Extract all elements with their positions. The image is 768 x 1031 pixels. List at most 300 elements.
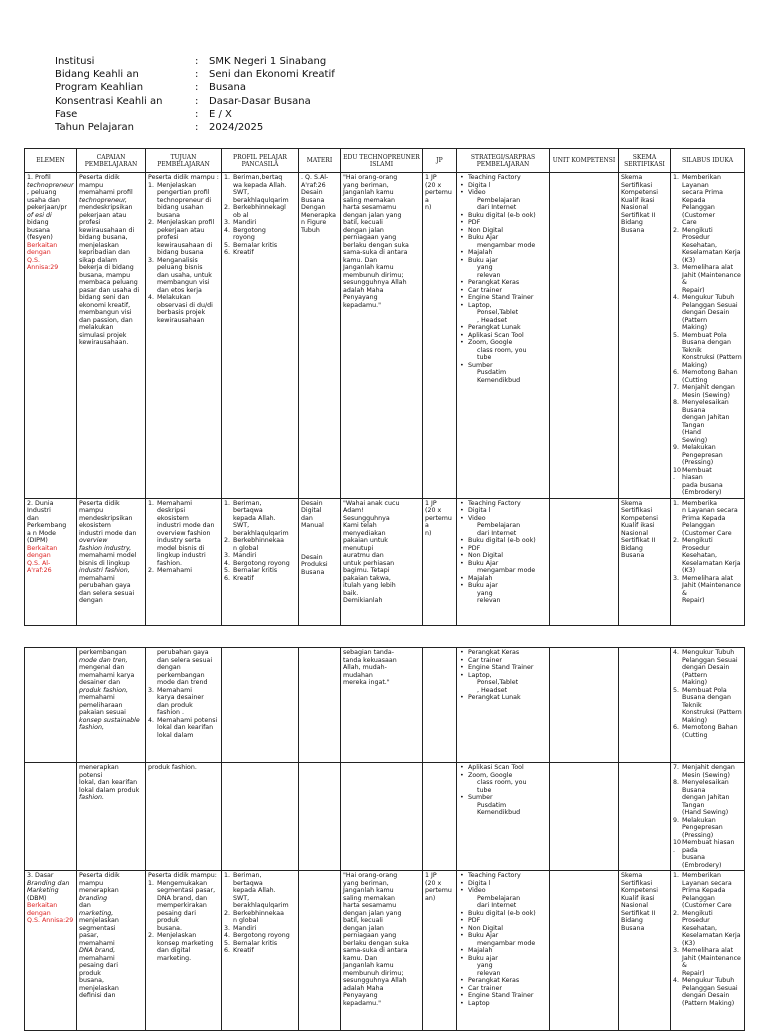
- edu-line: Janganlah kamu: [343, 189, 394, 196]
- skema-line: Skema: [621, 174, 643, 181]
- jp-cell: [423, 498, 457, 625]
- capaian-line: busana,: [79, 977, 104, 984]
- skema-line: Kompetensi: [621, 189, 659, 196]
- item-number: 1.: [148, 499, 155, 507]
- edu-line: berlaku dengan suka: [343, 241, 409, 249]
- strategi-item: • Video: [459, 515, 547, 523]
- edu-line: sama-suka di antara: [343, 947, 408, 954]
- header-separator: :: [195, 56, 199, 67]
- capaian-line: membangun visi: [79, 309, 132, 316]
- strategi-item: • Laptop,: [459, 672, 547, 680]
- tujuan-item: [148, 649, 219, 687]
- item-line: Memberika: [682, 499, 718, 507]
- item-line: Jahit (Maintenance &: [682, 954, 741, 969]
- item-line: dan etos kerja: [157, 286, 202, 294]
- item-line: Pelanggan: [682, 522, 715, 529]
- capaian-line: dan passion, dan: [79, 316, 133, 324]
- column-header: TUJUAN PEMBELAJARAN: [146, 149, 222, 173]
- item-line: (K3): [682, 939, 696, 947]
- edu-line: batil, kecuali: [343, 917, 383, 924]
- item-number: 3.: [673, 264, 680, 271]
- strategi-item: • Car trainer: [459, 985, 547, 993]
- edu-line: harta sesamamu: [343, 902, 397, 909]
- item-line: Membuat hiasan: [682, 839, 735, 846]
- item-number: 5.: [224, 939, 231, 947]
- profil-cell: [222, 498, 299, 625]
- item-number: 1.: [224, 174, 231, 181]
- edu-line: menutupi: [343, 544, 374, 552]
- capaian-line: Peserta didik: [79, 174, 120, 181]
- skema-line: Bidang Busana: [621, 544, 645, 559]
- item-line: Kreatif: [233, 249, 254, 256]
- silabus-item: [673, 537, 742, 575]
- item-line: Making): [682, 324, 708, 331]
- skema-line: Bidang Busana: [621, 917, 645, 932]
- item-line: Kreatif: [233, 574, 254, 582]
- strategi-item: • Non Digital: [459, 552, 547, 560]
- item-line: pada busana (Embrodery): [682, 481, 723, 496]
- item-line: Mengikuti Prosedur: [682, 909, 713, 924]
- item-line: overview fashion: [157, 529, 211, 537]
- elemen-ayat: dengan: [27, 909, 51, 917]
- materi-line: Desain: [301, 553, 323, 561]
- item-line: Keselamatan Kerja: [682, 559, 741, 567]
- item-line: bidang usahan: [157, 204, 204, 211]
- item-line: busana: [157, 211, 180, 219]
- capaian-line: kewirausahaan.: [79, 339, 129, 346]
- item-line: model bisnis di: [157, 544, 205, 552]
- tujuan-item: [148, 294, 219, 324]
- elemen-line: Marketing: [27, 887, 59, 894]
- item-number: 9.: [673, 816, 680, 824]
- item-line: dengan Jahitan Tangan: [682, 414, 730, 429]
- profil-item: [224, 500, 296, 538]
- item-number: 2.: [224, 537, 231, 544]
- capaian-line: pakaian sesuai: [79, 709, 126, 716]
- silabus-item: [673, 872, 742, 910]
- elemen-line: (fesyen): [27, 234, 53, 241]
- skema-line: Nasional: [621, 529, 649, 537]
- materi-line: dan: [301, 514, 313, 522]
- profil-item: [224, 242, 296, 250]
- item-number: 1.: [224, 499, 231, 507]
- item-line: Memberikan Layanan: [682, 174, 722, 189]
- strategi-item: • Engine Stand Trainer: [459, 664, 547, 672]
- edu-line: "Wahai anak cucu: [343, 499, 400, 507]
- tujuan-intro: Peserta didik mampu :: [148, 174, 219, 181]
- item-line: technopreneur di: [157, 196, 212, 204]
- skema-line: Kualif ikasi: [621, 196, 655, 204]
- jp-line: an): [425, 894, 436, 902]
- column-header: PROFIL PELAJAR PANCASILA: [222, 149, 299, 173]
- item-line: n Layanan secara: [682, 507, 738, 514]
- item-line: Bergotong: [233, 226, 266, 234]
- item-line: Melakukan: [157, 294, 191, 301]
- item-line: Layanan secara: [682, 879, 732, 887]
- item-number: 7.: [673, 764, 680, 771]
- edu-line: adalah Maha: [343, 984, 384, 992]
- item-number: 3.: [224, 924, 231, 932]
- strategi-item: mengambar mode: [477, 567, 536, 574]
- edu-line: mereka ingat.": [343, 679, 390, 686]
- strategi-cell: [457, 871, 550, 1031]
- strategi-item: • Non Digital: [459, 227, 547, 235]
- silabus-item: [673, 947, 742, 977]
- capaian-line: memahami: [79, 954, 115, 962]
- strategi-item: • Majalah: [459, 575, 547, 583]
- item-line: busana.: [157, 924, 182, 932]
- header-label: Fase: [55, 108, 78, 120]
- item-line: SWT,: [233, 189, 250, 196]
- silabus-item: [673, 332, 742, 370]
- strategi-item: • Buku digital (e-b ook): [459, 537, 547, 545]
- capaian-line: Peserta didik: [79, 499, 120, 507]
- item-line: pada: [682, 846, 698, 854]
- item-line: (K3): [682, 256, 696, 264]
- item-line: Jahit (Maintenance &: [682, 271, 741, 286]
- skema-line: Kompetensi: [621, 887, 659, 894]
- tujuan-cell: [146, 173, 222, 499]
- capaian-line: branding: [79, 894, 108, 902]
- item-number: 1.: [673, 174, 680, 181]
- syllabus-table-page-2: [24, 647, 745, 1031]
- elemen-cell: [25, 173, 77, 499]
- item-number: 3.: [673, 574, 680, 582]
- edu-line: harta sesamamu: [343, 204, 397, 211]
- materi-line: Desain: [301, 189, 323, 196]
- strategi-item: • Perangkat Keras: [459, 977, 547, 985]
- strategi-item: yang: [477, 962, 493, 969]
- item-line: bertaqwa: [233, 879, 263, 887]
- strategi-item: yang: [477, 264, 493, 271]
- item-line: Mengukur Tubuh: [682, 977, 735, 984]
- skema-cell: [619, 173, 671, 499]
- edu-line: kepadamu.": [343, 301, 382, 309]
- edu-line: saling memakan: [343, 894, 396, 902]
- strategi-item: • Buku Ajar: [459, 234, 547, 242]
- item-line: Memotong Bahan (Cutting: [682, 369, 738, 384]
- item-line: (Hand Sewing): [682, 809, 729, 816]
- item-line: pekerjaan atau: [157, 226, 205, 234]
- strategi-item: • Buku ajar: [459, 582, 547, 590]
- table-row-continued-b: [25, 763, 745, 871]
- profil-cell: [222, 173, 299, 499]
- edu-line: kamu. Dan: [343, 256, 378, 264]
- strategi-item: dari Internet: [477, 902, 517, 909]
- skema-line: Sertifikasi: [621, 507, 653, 514]
- item-number: 2.: [148, 219, 155, 226]
- silabus-item: [673, 384, 742, 399]
- item-line: kewirausahaan di: [157, 241, 213, 249]
- edu-cell: [341, 648, 423, 763]
- item-line: deskripsi ekosistem: [157, 507, 189, 522]
- capaian-line: lokal dalam produk: [79, 786, 140, 794]
- silabus-item: [673, 575, 742, 605]
- elemen-line: (DBM): [27, 894, 47, 902]
- strategi-cell: [457, 498, 550, 625]
- skema-line: Skema: [621, 499, 643, 507]
- strategi-item: dari Internet: [477, 529, 517, 537]
- capaian-line: mampu: [79, 507, 104, 514]
- strategi-item: Pusdatim: [477, 801, 507, 809]
- item-line: SWT,: [233, 522, 250, 529]
- column-header: SKEMA SERTIFIKASI: [619, 149, 671, 173]
- tujuan-cell: [146, 871, 222, 1031]
- item-line: (Pattern Making): [682, 999, 735, 1007]
- item-line: Care: [682, 219, 697, 226]
- header-label: Program Keahlian: [55, 82, 144, 94]
- item-number: 10.: [673, 839, 682, 854]
- edu-line: sebagian tanda-: [343, 649, 395, 656]
- edu-line: Janganlah kamu: [343, 887, 394, 894]
- skema-cell: [619, 871, 671, 1031]
- item-line: Pengepresan: [682, 824, 723, 831]
- silabus-item: [673, 174, 742, 227]
- edu-line: Kami telah: [343, 522, 377, 529]
- item-line: hiasan: [682, 474, 703, 481]
- item-number: 6.: [673, 724, 680, 731]
- capaian-line: bekerja di bidang: [79, 264, 134, 271]
- silabus-item: [673, 687, 742, 725]
- elemen-cell: [25, 498, 77, 625]
- elemen-number: 1.: [27, 174, 34, 181]
- strategi-item: • Laptop,: [459, 302, 547, 310]
- item-number: 4.: [148, 294, 155, 301]
- item-line: Menganalisis: [157, 256, 198, 264]
- capaian-line: DNA brand,: [79, 947, 116, 954]
- elemen-ayat: Berkaitan: [27, 241, 58, 249]
- header-value: Seni dan Ekonomi Kreatif: [209, 69, 335, 81]
- header-row: [55, 121, 335, 134]
- item-number: 4.: [673, 649, 680, 656]
- materi-line: Desain: [301, 499, 323, 507]
- strategi-item: • Buku Ajar: [459, 560, 547, 568]
- item-line: Making): [682, 716, 708, 724]
- elemen-line: (DIPM): [27, 537, 48, 544]
- edu-line: pakaian takwa,: [343, 574, 391, 582]
- item-line: berakhlaqulqarim: [233, 902, 289, 909]
- item-line: dengan Desain (Pattern: [682, 664, 730, 679]
- item-line: (Pressing): [682, 459, 714, 466]
- capaian-line: pesaing dari: [79, 962, 118, 969]
- item-line: SWT,: [233, 894, 250, 902]
- elemen-ayat: Q.S. Al-: [27, 559, 51, 567]
- strategi-item: • Perangkat Keras: [459, 279, 547, 287]
- item-line: Prima Kepada: [682, 514, 726, 522]
- capaian-line: produk: [79, 969, 101, 977]
- edu-line: Penyayang: [343, 992, 378, 999]
- item-line: Mandiri: [233, 219, 257, 226]
- capaian-line: menerapkan potensi: [79, 764, 119, 779]
- capaian-line: mampu: [79, 181, 104, 189]
- item-line: Busana dengan Teknik: [682, 339, 732, 354]
- syllabus-table-page-1: [24, 148, 745, 626]
- item-line: wa kepada Allah.: [233, 181, 287, 189]
- edu-line: membunuh dirimu;: [343, 271, 404, 279]
- item-line: (Hand: [682, 429, 702, 436]
- item-line: perkembangan: [157, 671, 205, 679]
- jp-line: n): [425, 529, 432, 537]
- profil-item: [224, 932, 296, 940]
- item-number: 3.: [224, 552, 231, 559]
- item-line: Keselamatan Kerja: [682, 249, 741, 256]
- edu-line: Adam!: [343, 507, 364, 514]
- capaian-line: industri fashion,: [79, 567, 130, 574]
- silabus-item: [673, 977, 742, 1007]
- edu-line: mudahan: [343, 671, 373, 679]
- item-line: bidang busana: [157, 249, 204, 256]
- skema-cell: [619, 498, 671, 625]
- silabus-cell: [671, 871, 745, 1031]
- strategi-item: • Car trainer: [459, 287, 547, 295]
- item-number: 4.: [673, 977, 680, 984]
- elemen-line: Industri: [27, 507, 51, 514]
- capaian-line: menjelaskan: [79, 241, 119, 249]
- capaian-line: technopreneur,: [79, 196, 127, 204]
- item-line: Memahami potensi: [157, 716, 218, 724]
- elemen-ayat: Q.S.: [27, 256, 40, 264]
- strategi-item: • Buku ajar: [459, 257, 547, 265]
- item-line: segmentasi pasar,: [157, 887, 216, 894]
- profil-item: [224, 940, 296, 948]
- profil-item: [224, 249, 296, 257]
- unit-kompetensi-cell: [550, 498, 619, 625]
- item-line: DNA brand, dan: [157, 894, 208, 902]
- capaian-line: simulasi projek: [79, 331, 127, 339]
- item-line: Pelanggan (Customer: [682, 204, 716, 219]
- profil-item: [224, 575, 296, 583]
- item-number: 4.: [224, 932, 231, 939]
- jp-line: 1 JP: [425, 174, 437, 181]
- capaian-line: desainer dan: [79, 679, 121, 686]
- item-line: Mengikuti Prosedur: [682, 226, 713, 241]
- item-line: Repair): [682, 969, 705, 977]
- item-number: 1.: [224, 872, 231, 879]
- skema-line: Sertifikasi: [621, 879, 653, 887]
- header-separator: :: [195, 108, 199, 120]
- item-number: 2.: [673, 226, 680, 234]
- edu-line: tanda kekuasaan: [343, 656, 397, 664]
- elemen-line: 3. Dasar: [27, 872, 54, 879]
- silabus-cell: [671, 173, 745, 499]
- skema-line: Skema: [621, 872, 643, 879]
- capaian-line: memahami profil: [79, 189, 133, 196]
- item-line: Mengikuti Prosedur: [682, 537, 713, 552]
- item-number: 6.: [224, 249, 231, 256]
- edu-line: untuk perhiasan: [343, 559, 395, 567]
- strategi-item: • PDF: [459, 545, 547, 553]
- header-row: [55, 108, 335, 121]
- item-line: dengan Desain: [682, 992, 730, 999]
- strategi-item: dari Internet: [477, 204, 517, 211]
- item-number: 1.: [148, 879, 155, 887]
- profil-item: [224, 910, 296, 925]
- elemen-line: usaha dan: [27, 196, 60, 204]
- header-label: Institusi: [55, 56, 95, 67]
- capaian-line: dan: [79, 902, 91, 909]
- item-line: Making): [682, 361, 708, 369]
- item-line: membangun visi: [157, 279, 210, 286]
- materi-line: Menerapka: [301, 211, 337, 219]
- item-line: Menjahit dengan: [682, 764, 735, 771]
- header-label: Konsentrasi Keahli an: [55, 95, 163, 107]
- edu-line: perniagaan yang: [343, 234, 397, 241]
- item-line: Menjahit dengan: [682, 384, 735, 391]
- strategi-item: Ponsel,Tablet: [477, 309, 519, 316]
- item-line: (K3): [682, 567, 696, 574]
- item-number: 6.: [224, 947, 231, 954]
- item-number: 4.: [224, 559, 231, 567]
- elemen-line: busana: [27, 226, 50, 234]
- tujuan-cell: [146, 763, 222, 871]
- strategi-item: class room, you: [477, 779, 527, 786]
- item-line: Menjelaskan profil: [157, 219, 215, 226]
- silabus-item: [673, 264, 742, 294]
- materi-cell: [299, 871, 341, 1031]
- item-line: marketing.: [157, 954, 192, 962]
- materi-cell: [299, 173, 341, 499]
- strategi-item: • Buku Ajar: [459, 932, 547, 940]
- table-header-row: [25, 149, 745, 173]
- jp-line: (20 x: [425, 181, 442, 189]
- item-line: Memelihara alat: [682, 574, 734, 582]
- edu-cell: [341, 871, 423, 1031]
- strategi-item: relevan: [477, 597, 501, 604]
- item-line: Mengukur Tubuh: [682, 294, 735, 301]
- skema-line: Sertifikat II: [621, 211, 656, 219]
- elemen-line: Branding dan: [27, 879, 70, 887]
- edu-line: yang beriman,: [343, 181, 389, 189]
- edu-line: batil, kecuali: [343, 219, 383, 226]
- capaian-line: menjelaskan: [79, 917, 119, 924]
- capaian-line: pasar,: [79, 932, 99, 939]
- edu-line: dengan jalan yang: [343, 909, 402, 917]
- edu-line: Sesungguhnya: [343, 514, 390, 522]
- elemen-ayat: Berkaitan: [27, 544, 58, 552]
- strategi-item: Pembelajaran: [477, 894, 521, 902]
- strategi-item: • Sumber: [459, 794, 547, 802]
- item-line: Menjelaskan: [157, 932, 197, 939]
- strategi-item: • Digita l: [459, 507, 547, 515]
- item-line: Konstruksi (Pattern: [682, 354, 742, 361]
- edu-line: sesungguhnya Allah: [343, 279, 407, 286]
- materi-line: Busana: [301, 568, 325, 576]
- item-number: 7.: [673, 384, 680, 391]
- column-header: SILABUS IDUKA: [671, 149, 745, 173]
- materi-line: Digital: [301, 507, 322, 514]
- item-line: dengan Jahitan Tangan: [682, 794, 730, 809]
- strategi-item: Pusdatim: [477, 369, 507, 376]
- header-row: [55, 95, 335, 108]
- capaian-line: marketing,: [79, 909, 114, 917]
- silabus-item: [673, 910, 742, 948]
- item-number: 3.: [148, 256, 155, 264]
- capaian-line: Peserta didik: [79, 872, 120, 879]
- capaian-line: pasar dan usaha di: [79, 286, 140, 294]
- item-line: Membuat: [682, 466, 712, 474]
- capaian-cell: [77, 498, 146, 625]
- item-line: (Customer Care: [682, 529, 732, 537]
- elemen-line: Perkembang: [27, 522, 67, 529]
- item-line: Berkebhinnekaa: [233, 537, 284, 544]
- header-separator: :: [195, 69, 199, 81]
- skema-line: Kualif ikasi: [621, 894, 655, 902]
- edu-line: berlaku dengan suka: [343, 939, 409, 947]
- item-number: 2.: [224, 204, 231, 211]
- item-line: Bergotong royong: [233, 559, 290, 567]
- silabus-item: [673, 817, 742, 840]
- capaian-line: bidang busana,: [79, 234, 128, 241]
